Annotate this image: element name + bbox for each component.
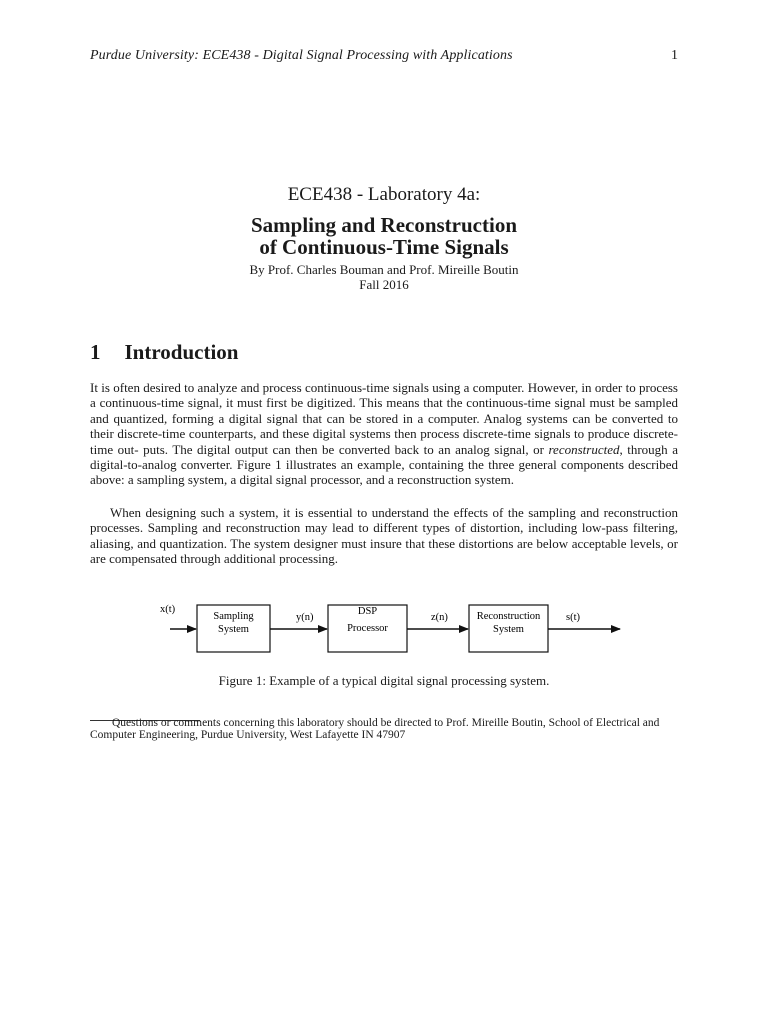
- reconstruction-block-label-1: Reconstruction: [476, 611, 541, 622]
- figure-1-diagram: [150, 596, 630, 656]
- sampling-block-label-2: System: [218, 624, 249, 635]
- reconstruction-block-label-2: System: [493, 624, 524, 635]
- term: Fall 2016: [359, 277, 409, 292]
- main-title-line-1: Sampling and Reconstruction: [250, 213, 518, 237]
- byline: By Prof. Charles Bouman and Prof. Mireille Boutin: [249, 262, 519, 277]
- footnote: Questions or comments concerning this laboratory should be directed to Prof. Mireille Boutin, School of Electrical and Computer Engineering, Purdue University, West Lafayette IN 47907: [90, 717, 660, 741]
- running-header: Purdue University: ECE438 - Digital Signal Processing with Applications: [90, 48, 513, 63]
- paragraph-1: [90, 380, 678, 488]
- signal-label-sampled: y(n): [296, 612, 314, 623]
- dsp-block-label-1: DSP: [357, 606, 378, 617]
- paragraph-1-part-1: It is often desired to analyze and process continuous-time signals using a computer. However, in order to process a continuous-time signal, it must first be digitized. This means that the continuous-time signal must be sampled and quantized, forming a digital signal that can be stored in a computer. Analog systems can be converted to their discrete-time counterparts, and these digital systems then process discrete-time signals to produce discrete-time out- puts. The digital output can then be converted back to an analog signal, or: [90, 380, 678, 457]
- section-title: Introduction: [124, 340, 239, 364]
- emphasized-term: reconstructed: [548, 441, 620, 457]
- section-heading: [90, 340, 238, 365]
- signal-label-processed: z(n): [431, 612, 448, 623]
- figure-caption: Figure 1: Example of a typical digital signal processing system.: [218, 673, 550, 688]
- page-number: 1: [671, 48, 678, 63]
- main-title-line-2: of Continuous-Time Signals: [259, 235, 509, 259]
- signal-label-output: s(t): [566, 612, 580, 623]
- sampling-block-label-1: Sampling: [213, 611, 254, 622]
- paragraph-1-part-2: , through a digital-to-analog converter. Figure 1 illustrates an example, containing the three general components described above: a sampling system, a digital signal processor, and a reconstruction system.: [90, 441, 678, 488]
- dsp-block-label-2: Processor: [347, 623, 388, 634]
- lab-title: ECE438 - Laboratory 4a:: [287, 184, 481, 205]
- paragraph-2: When designing such a system, it is essential to understand the effects of the sampling and reconstruction processes. Sampling and reconstruction may lead to different types of distortion, including low-pass filtering, aliasing, and quantization. The system designer must insure that these distortions are below acceptable levels, or are compensated through additional processing.: [90, 505, 678, 567]
- signal-label-input: x(t): [160, 604, 176, 615]
- title-block: [90, 183, 678, 292]
- section-number: 1: [90, 340, 101, 364]
